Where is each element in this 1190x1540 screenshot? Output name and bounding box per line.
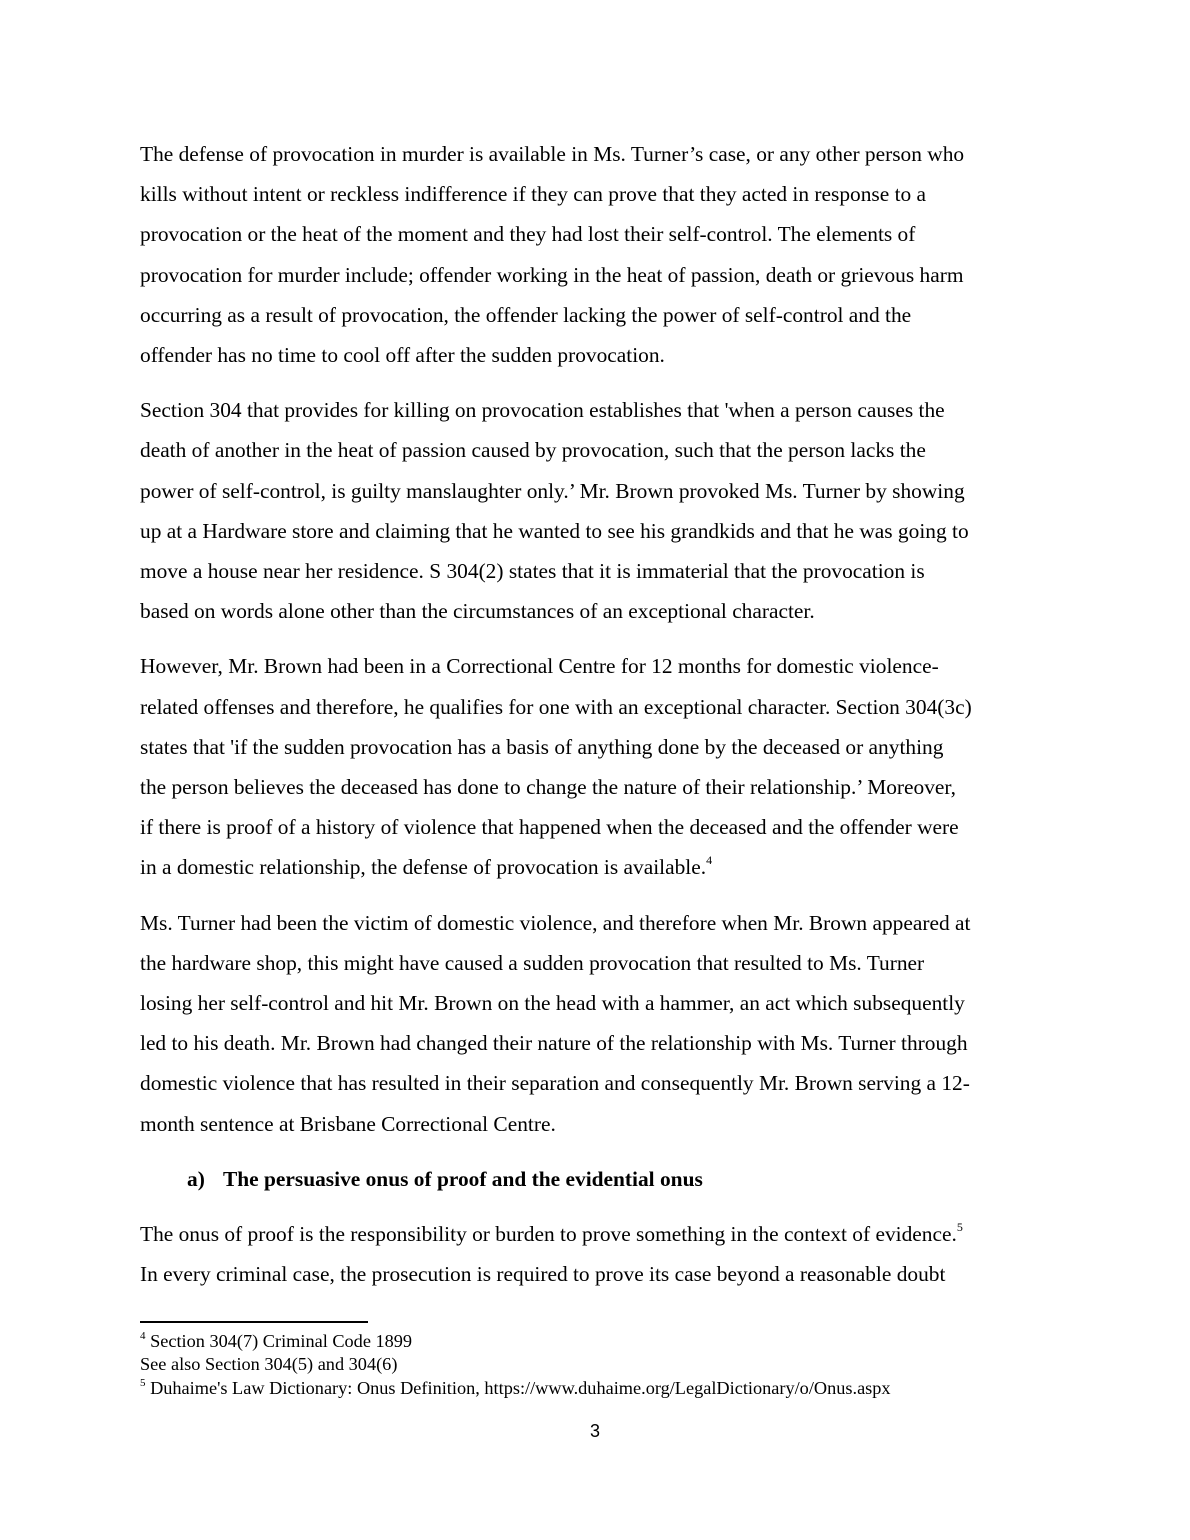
footnotes-area	[140, 1330, 1060, 1400]
footnote-text: Duhaime's Law Dictionary: Onus Definition, https://www.duhaime.org/LegalDictionary/o/Onus.aspx	[145, 1377, 891, 1398]
page-number: 3	[589, 1421, 600, 1441]
footnote-separator	[140, 1321, 368, 1323]
footnote-item	[140, 1353, 1060, 1376]
footnote-item	[140, 1330, 1060, 1353]
paragraph-domestic-violence	[140, 903, 1052, 1144]
paragraph-onus-of-proof	[140, 1214, 1052, 1294]
footnote-reference[interactable]: 4	[706, 853, 713, 868]
section-heading	[187, 1159, 1052, 1199]
heading-list-marker: a)	[187, 1166, 205, 1191]
document-body	[140, 134, 1052, 1309]
paragraph-provocation-defense	[140, 134, 1052, 375]
paragraph-exceptional-character	[140, 646, 1052, 887]
footnote-text: See also Section 304(5) and 304(6)	[140, 1354, 398, 1375]
paragraph-text: Section 304 that provides for killing on provocation establishes that 'when a person causes the death of another in the heat of passion caused by provocation, such that the person lacks the power of self-control, is guilty manslaughter only.’ Mr. Brown provoked Ms. Turner by showing up at a Hardware store and claiming that he wanted to see his grandkids and that he was going to move a house near her residence. S 304(2) states that it is immaterial that the provocation is based on words alone other than the circumstances of an exceptional character.	[140, 398, 969, 624]
paragraph-text: The defense of provocation in murder is available in Ms. Turner’s case, or any other person who kills without intent or reckless indifference if they can prove that they acted in response to a provocation or the heat of the moment and they had lost their self-control. The elements of provocation for murder include; offender working in the heat of passion, death or grievous harm occurring as a result of provocation, the offender lacking the power of self-control and the offender has no time to cool off after the sudden provocation.	[140, 142, 965, 368]
paragraph-line: The onus of proof is the responsibility or burden to prove something in the context of evidence.	[140, 1221, 957, 1246]
footnote-number: 5	[140, 1376, 146, 1389]
footnote-number: 4	[140, 1329, 146, 1342]
paragraph-text: However, Mr. Brown had been in a Correctional Centre for 12 months for domestic violence- related offenses and therefore, he qualifies for one with an exceptional character. Section 304(3c) states that 'if the sudden provocation has a basis of anything done by the deceased or anything the person believes the deceased has done to change the nature of their relationship.’ Moreover, if there is proof of a history of violence that happened when the deceased and the offender were in a domestic relationship, the defense of provocation is available.	[140, 654, 972, 880]
paragraph-line: In every criminal case, the prosecution is required to prove its case beyond a reasonable doubt	[140, 1262, 946, 1287]
heading-text: The persuasive onus of proof and the evidential onus	[223, 1166, 703, 1191]
paragraph-section-304	[140, 390, 1052, 631]
footnote-text: Section 304(7) Criminal Code 1899	[145, 1331, 413, 1351]
footnote-item	[140, 1377, 1060, 1400]
footnote-reference[interactable]: 5	[956, 1219, 963, 1234]
paragraph-text: Ms. Turner had been the victim of domestic violence, and therefore when Mr. Brown appeared at the hardware shop, this might have caused a sudden provocation that resulted to Ms. Turner losing her self-control and hit Mr. Brown on the head with a hammer, an act which subsequently led to his death. Mr. Brown had changed their nature of the relationship with Ms. Turner through domestic violence that has resulted in their separation and consequently Mr. Brown serving a 12- month sentence at Brisbane Correctional Centre.	[140, 910, 971, 1136]
